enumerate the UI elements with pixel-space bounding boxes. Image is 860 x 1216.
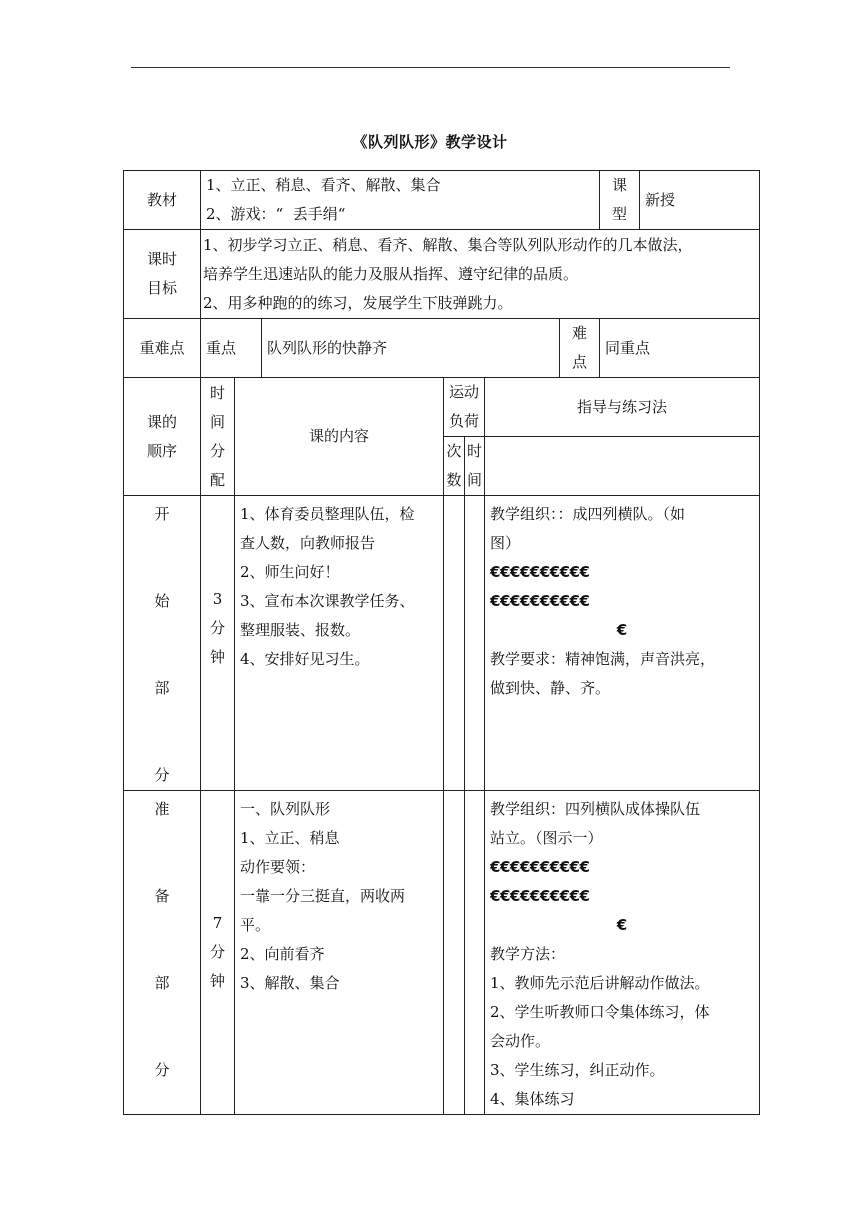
guidance-header: 指导与练习法	[485, 378, 760, 437]
content-line: 一靠一分三挺直，两收两	[240, 887, 406, 905]
content-line: 平。	[240, 916, 271, 934]
guidance-line: 教学要求：精神饱满，声音洪亮，	[490, 650, 716, 668]
lesson-type-label: 课 型	[600, 171, 640, 230]
content-line: 整理服装、报数。	[240, 621, 361, 639]
start-guidance	[485, 496, 760, 791]
guidance-subheader-empty	[485, 437, 760, 496]
hard-point-value: 同重点	[600, 319, 760, 378]
student-formation-row: €€€€€€€€€€	[490, 563, 590, 581]
content-line: 1、立正、稍息	[240, 829, 340, 847]
guidance-line: 3、学生练习，纠正动作。	[490, 1061, 665, 1079]
lesson-type-value: 新授	[640, 171, 760, 230]
table-row-material	[124, 171, 760, 230]
prep-duration-cell	[465, 791, 485, 1115]
guidance-line: 做到快、静、齐。	[490, 679, 611, 697]
content-line: 4、安排好见习生。	[240, 650, 370, 668]
guidance-line: 会动作。	[490, 1032, 551, 1050]
time-allocation-header: 时 间 分 配	[201, 378, 235, 496]
start-count-cell	[444, 496, 465, 791]
prep-count-cell	[444, 791, 465, 1115]
start-section-label: 开 始 部 分	[124, 496, 201, 791]
hard-point-label: 难 点	[560, 319, 600, 378]
start-content	[235, 496, 444, 791]
material-label: 教材	[124, 171, 201, 230]
material-line: 1、立正、稍息、看齐、解散、集合	[206, 176, 441, 194]
start-duration-cell	[465, 496, 485, 791]
guidance-line: 2、学生听教师口令集体练习，体	[490, 1003, 710, 1021]
prep-content	[235, 791, 444, 1115]
prep-section-label: 准 备 部 分	[124, 791, 201, 1115]
order-header: 课的 顺序	[124, 378, 201, 496]
content-line: 查人数，向教师报告	[240, 534, 376, 552]
student-formation-row: €€€€€€€€€€	[490, 592, 590, 610]
student-formation-row: €€€€€€€€€€	[490, 858, 590, 876]
objectives-label: 课时 目标	[124, 230, 201, 319]
objective-line: 培养学生迅速站队的能力及服从指挥、遵守纪律的品质。	[203, 264, 579, 283]
document-title: 《队列队形》教学设计	[352, 133, 508, 151]
key-point-value: 队列队形的快静齐	[262, 319, 560, 378]
table-row-start-section	[124, 496, 760, 791]
guidance-line: 教学方法：	[490, 945, 566, 963]
teacher-position-marker: €	[616, 621, 628, 639]
content-line: 动作要领：	[240, 858, 316, 876]
guidance-line: 站立。（图示一）	[490, 829, 603, 847]
objective-line: 1、初步学习立正、稍息、看齐、解散、集合等队列队形动作的几本做法，	[203, 235, 693, 254]
content-line: 2、师生问好！	[240, 563, 340, 581]
content-header: 课的内容	[235, 378, 444, 496]
teacher-position-marker: €	[616, 916, 628, 934]
difficulty-label: 重难点	[124, 319, 201, 378]
content-line: 1、体育委员整理队伍，检	[240, 505, 415, 523]
objectives-cell	[201, 230, 760, 319]
guidance-line: 教学组织：四列横队成体操队伍	[490, 800, 701, 818]
table-row-prep-section	[124, 791, 760, 1115]
content-line: 一、队列队形	[240, 800, 331, 818]
student-formation-row: €€€€€€€€€€	[490, 887, 590, 905]
prep-guidance	[485, 791, 760, 1115]
lesson-plan-table	[123, 170, 760, 1115]
header-rule	[131, 67, 730, 68]
exercise-load-header: 运动 负荷	[444, 378, 485, 437]
guidance-line: 图）	[490, 534, 521, 552]
material-cell	[201, 171, 600, 230]
table-row-difficulty	[124, 319, 760, 378]
key-point-label: 重点	[201, 319, 262, 378]
objective-line: 2、用多种跑的的练习，发展学生下肢弹跳力。	[203, 293, 513, 312]
prep-time-allocation: 7 分 钟	[201, 791, 235, 1115]
table-header-row	[124, 378, 760, 437]
duration-header: 时 间	[465, 437, 485, 496]
guidance-line: 教学组织：：成四列横队。（如	[490, 505, 686, 523]
content-line: 2、向前看齐	[240, 945, 325, 963]
guidance-line: 1、教师先示范后讲解动作做法。	[490, 974, 710, 992]
content-line: 3、宣布本次课教学任务、	[240, 592, 415, 610]
start-time-allocation: 3 分 钟	[201, 496, 235, 791]
guidance-line: 4、集体练习	[490, 1090, 575, 1108]
content-line: 3、解散、集合	[240, 974, 340, 992]
material-line: 2、游戏：“ 丢手绢“	[206, 205, 346, 223]
table-row-objectives	[124, 230, 760, 319]
count-header: 次 数	[444, 437, 465, 496]
